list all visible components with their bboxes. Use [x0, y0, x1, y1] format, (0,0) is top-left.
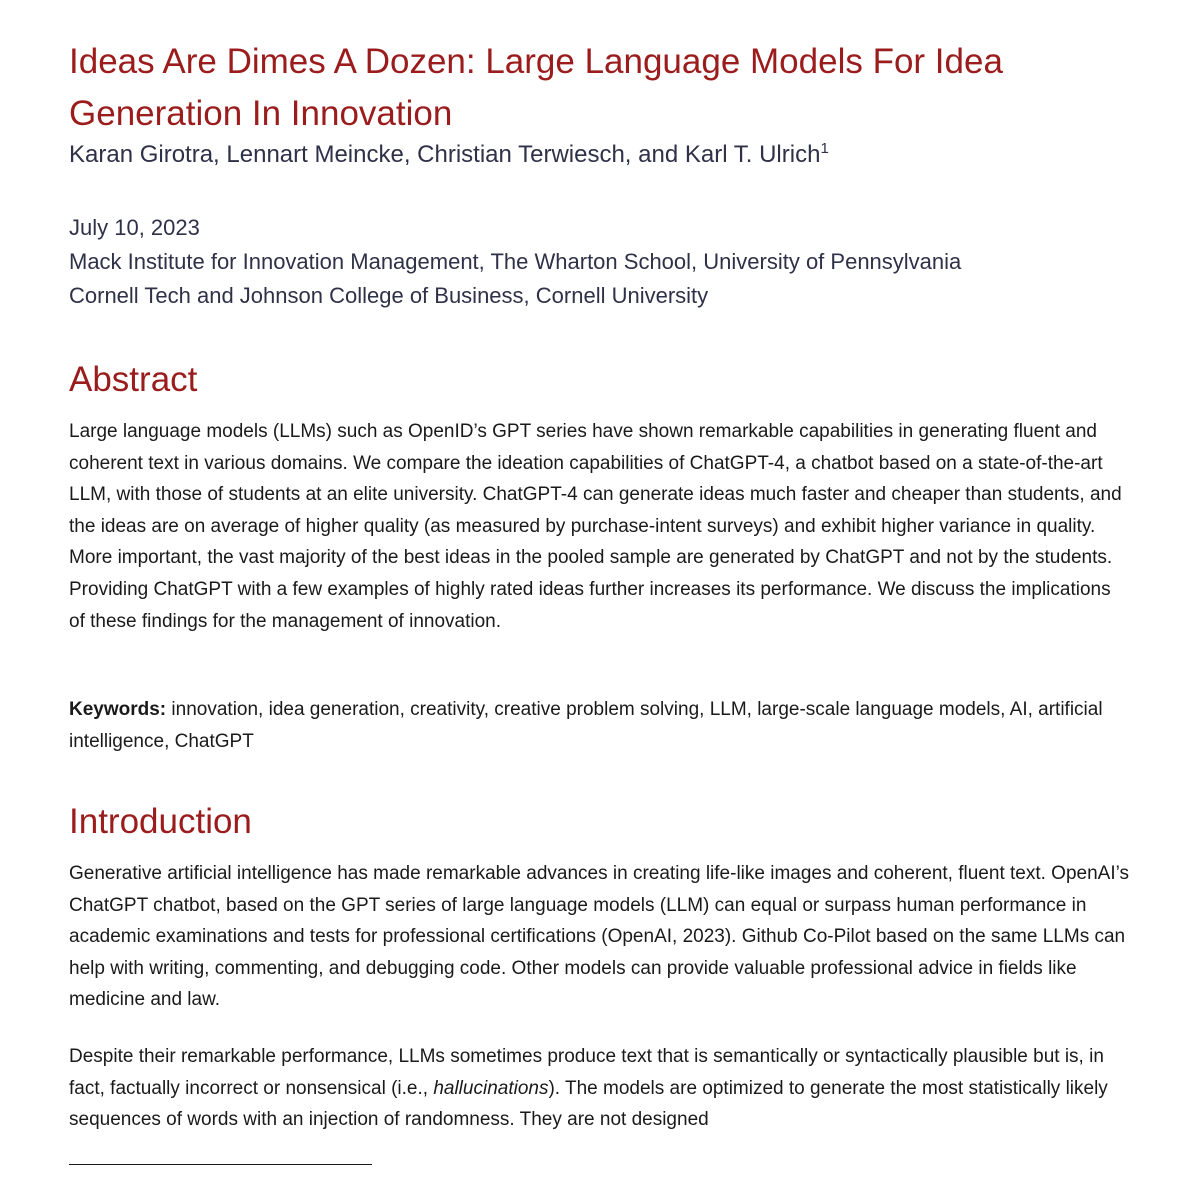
abstract-text: Large language models (LLMs) such as OpenID’s GPT series have shown remarkable capabilities in generating fluent and coherent text in various domains. We compare the ideation capabilities of ChatGPT-4, a chatbot based on a state-of-the-art LLM, with those of students at an elite university. ChatGPT-4 can generate ideas much faster and cheaper than students, and the ideas are on average of higher quality (as measured by purchase-intent surveys) and exhibit higher variance in quality. More important, the vast majority of the best ideas in the pooled sample are generated by ChatGPT and not by the students. Providing ChatGPT with a few examples of highly rated ideas further increases its performance. We discuss the implications of these findings for the management of innovation. [69, 421, 1122, 632]
publication-date: July 10, 2023 [69, 215, 200, 240]
paragraph-2-end: ). The models are optimized to generate the most statistically likely sequences of words with an injection of randomness. They are not designed [69, 1077, 1108, 1131]
keywords-label: Keywords: [69, 699, 167, 720]
paragraph-2-start: Despite their remarkable performance, LLMs sometimes produce text that is semantically or syntactically plausible but is, in fact, factually incorrect or nonsensical (i.e., [69, 1046, 1104, 1099]
introduction-heading: Introduction [69, 802, 252, 841]
hallucinations-term: hallucinations [433, 1077, 549, 1099]
author-list [69, 138, 829, 172]
affiliation-cornell: Cornell Tech and Johnson College of Business, Cornell University [69, 283, 709, 308]
footnote-separator [69, 1164, 372, 1165]
keywords-list: innovation, idea generation, creativity, creative problem solving, LLM, large-scale language models, AI, artificial intelligence, ChatGPT [69, 699, 1103, 752]
footnote-mark: 1 [820, 140, 829, 157]
affiliation-wharton: Mack Institute for Innovation Management, The Wharton School, University of Pennsylvania [69, 249, 962, 274]
abstract-heading: Abstract [69, 360, 198, 399]
introduction-paragraph-1: Generative artificial intelligence has made remarkable advances in creating life-like images and coherent, fluent text. OpenAI’s ChatGPT chatbot, based on the GPT series of large language models (LLM) can equal or surpass human performance in academic examinations and tests for professional certifications (OpenAI, 2023). Github Co-Pilot based on the same LLMs can help with writing, commenting, and debugging code. Other models can provide valuable professional advice in fields like medicine and law. [69, 863, 1129, 1011]
paper-title: Ideas Are Dimes A Dozen: Large Language Models For Idea Generation In Innovation [69, 42, 1003, 133]
introduction-paragraph-2 [69, 1041, 1131, 1136]
keywords [69, 694, 1131, 757]
authors-text: Karan Girotra, Lennart Meincke, Christian Terwiesch, and Karl T. Ulrich [69, 141, 821, 168]
